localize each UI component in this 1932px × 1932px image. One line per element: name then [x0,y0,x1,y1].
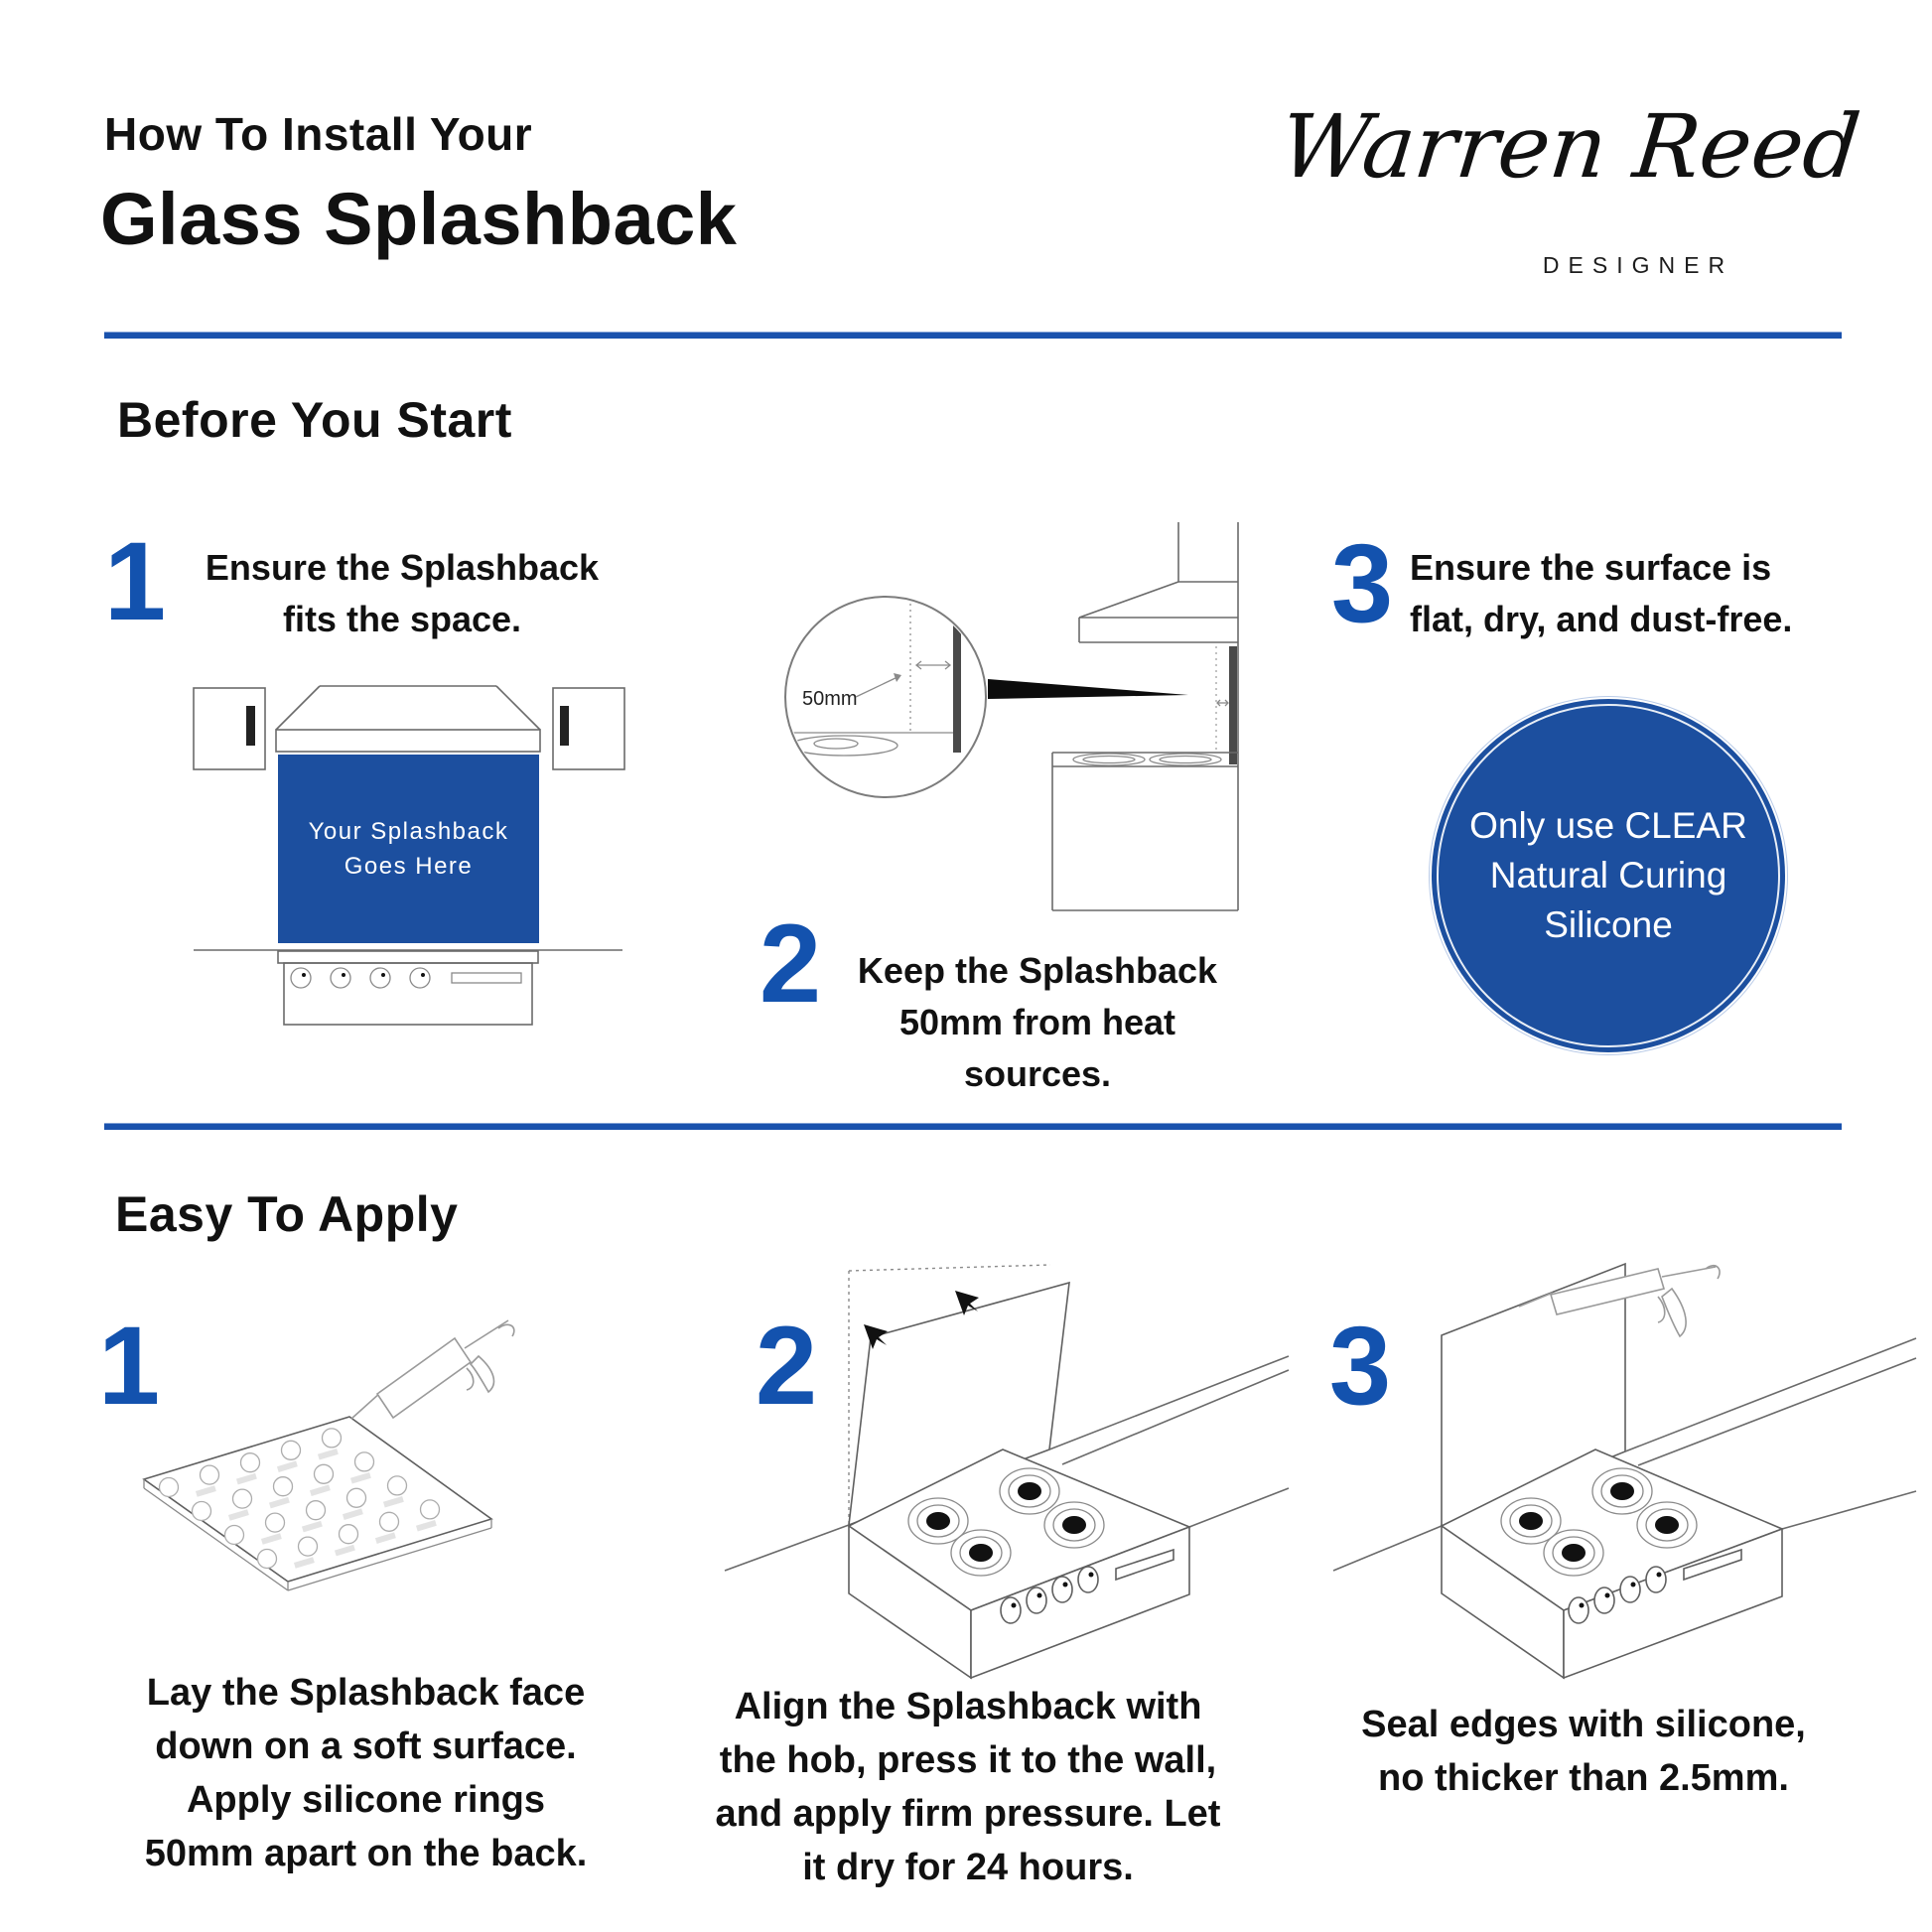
step-text-line: Keep the Splashback [857,950,1218,991]
section-divider [104,1123,1842,1130]
before-step1-text [154,542,650,645]
seal-edges-diagram [1330,1261,1926,1678]
step-text-line: 50mm from heat [898,1002,1176,1042]
heat-clearance-diagram [764,516,1320,943]
cooker-hood-front [276,686,540,752]
before-step3-text [1410,542,1837,645]
kitchen-side-view [1052,522,1238,910]
silicone-rings-diagram [139,1320,536,1608]
silicone-note-line: Natural Curing [1489,855,1727,896]
placeholder-line: Goes Here [344,853,474,880]
step-text-line: fits the space. [282,599,522,639]
step-text-line: it dry for 24 hours. [802,1847,1134,1888]
step-text-line: Lay the Splashback face [146,1672,586,1714]
magnifier-pointer-wedge [988,679,1188,699]
step-text-line: Ensure the surface is [1410,547,1772,588]
section-heading-before: Before You Start [117,392,512,448]
apply-step2-text [695,1680,1241,1894]
brand-subtitle: DESIGNER [1542,252,1734,278]
step-text-line: no thicker than 2.5mm. [1378,1757,1789,1799]
wall-cabinet-right [553,688,624,769]
step-text-line: Apply silicone rings [186,1779,546,1821]
splashback-placeholder [278,755,539,943]
header-divider [104,332,1842,339]
step-text-line: flat, dry, and dust-free. [1410,599,1793,639]
cooker-front [278,951,538,1025]
step-text-line: Ensure the Splashback [205,547,600,588]
splashback-edge-bar [1229,646,1237,764]
placeholder-line: Your Splashback [308,818,509,845]
step-text-line: the hob, press it to the wall, [719,1739,1217,1781]
step-text-line: Seal edges with silicone, [1361,1704,1806,1745]
apply-step1-text [95,1666,636,1880]
step-text-line: down on a soft surface. [155,1725,577,1767]
splashback-panel [144,1417,491,1582]
before-step2-number: 2 [759,901,822,1026]
section-heading-apply: Easy To Apply [115,1186,459,1242]
align-splashback-diagram [695,1261,1291,1678]
step-text-line: and apply firm pressure. Let [715,1793,1221,1835]
apply-step3-text [1340,1698,1827,1805]
page-title-line1: How To Install Your [104,108,533,160]
brand-signature: Warren Reed [1275,95,1865,198]
silicone-note-line: Silicone [1544,904,1673,945]
before-step3-number: 3 [1330,521,1394,645]
before-step2-text [784,945,1291,1100]
before-step1-number: 1 [103,519,167,643]
wall-cabinet-left [194,688,265,769]
step-text-line: sources. [963,1053,1112,1094]
silicone-note-badge [1432,699,1785,1052]
step-text-line: 50mm apart on the back. [144,1833,588,1874]
caulk-gun-icon [351,1320,514,1419]
measure-label: 50mm [802,688,858,710]
apply-step3-number: 3 [1328,1304,1392,1428]
page-title-line2: Glass Splashback [100,178,738,260]
step-text-line: Align the Splashback with [734,1686,1202,1727]
silicone-note-line: Only use CLEAR [1469,805,1747,846]
apply-step2-number: 2 [755,1304,818,1428]
brand-logo [1275,77,1865,217]
apply-step1-number: 1 [97,1304,161,1428]
